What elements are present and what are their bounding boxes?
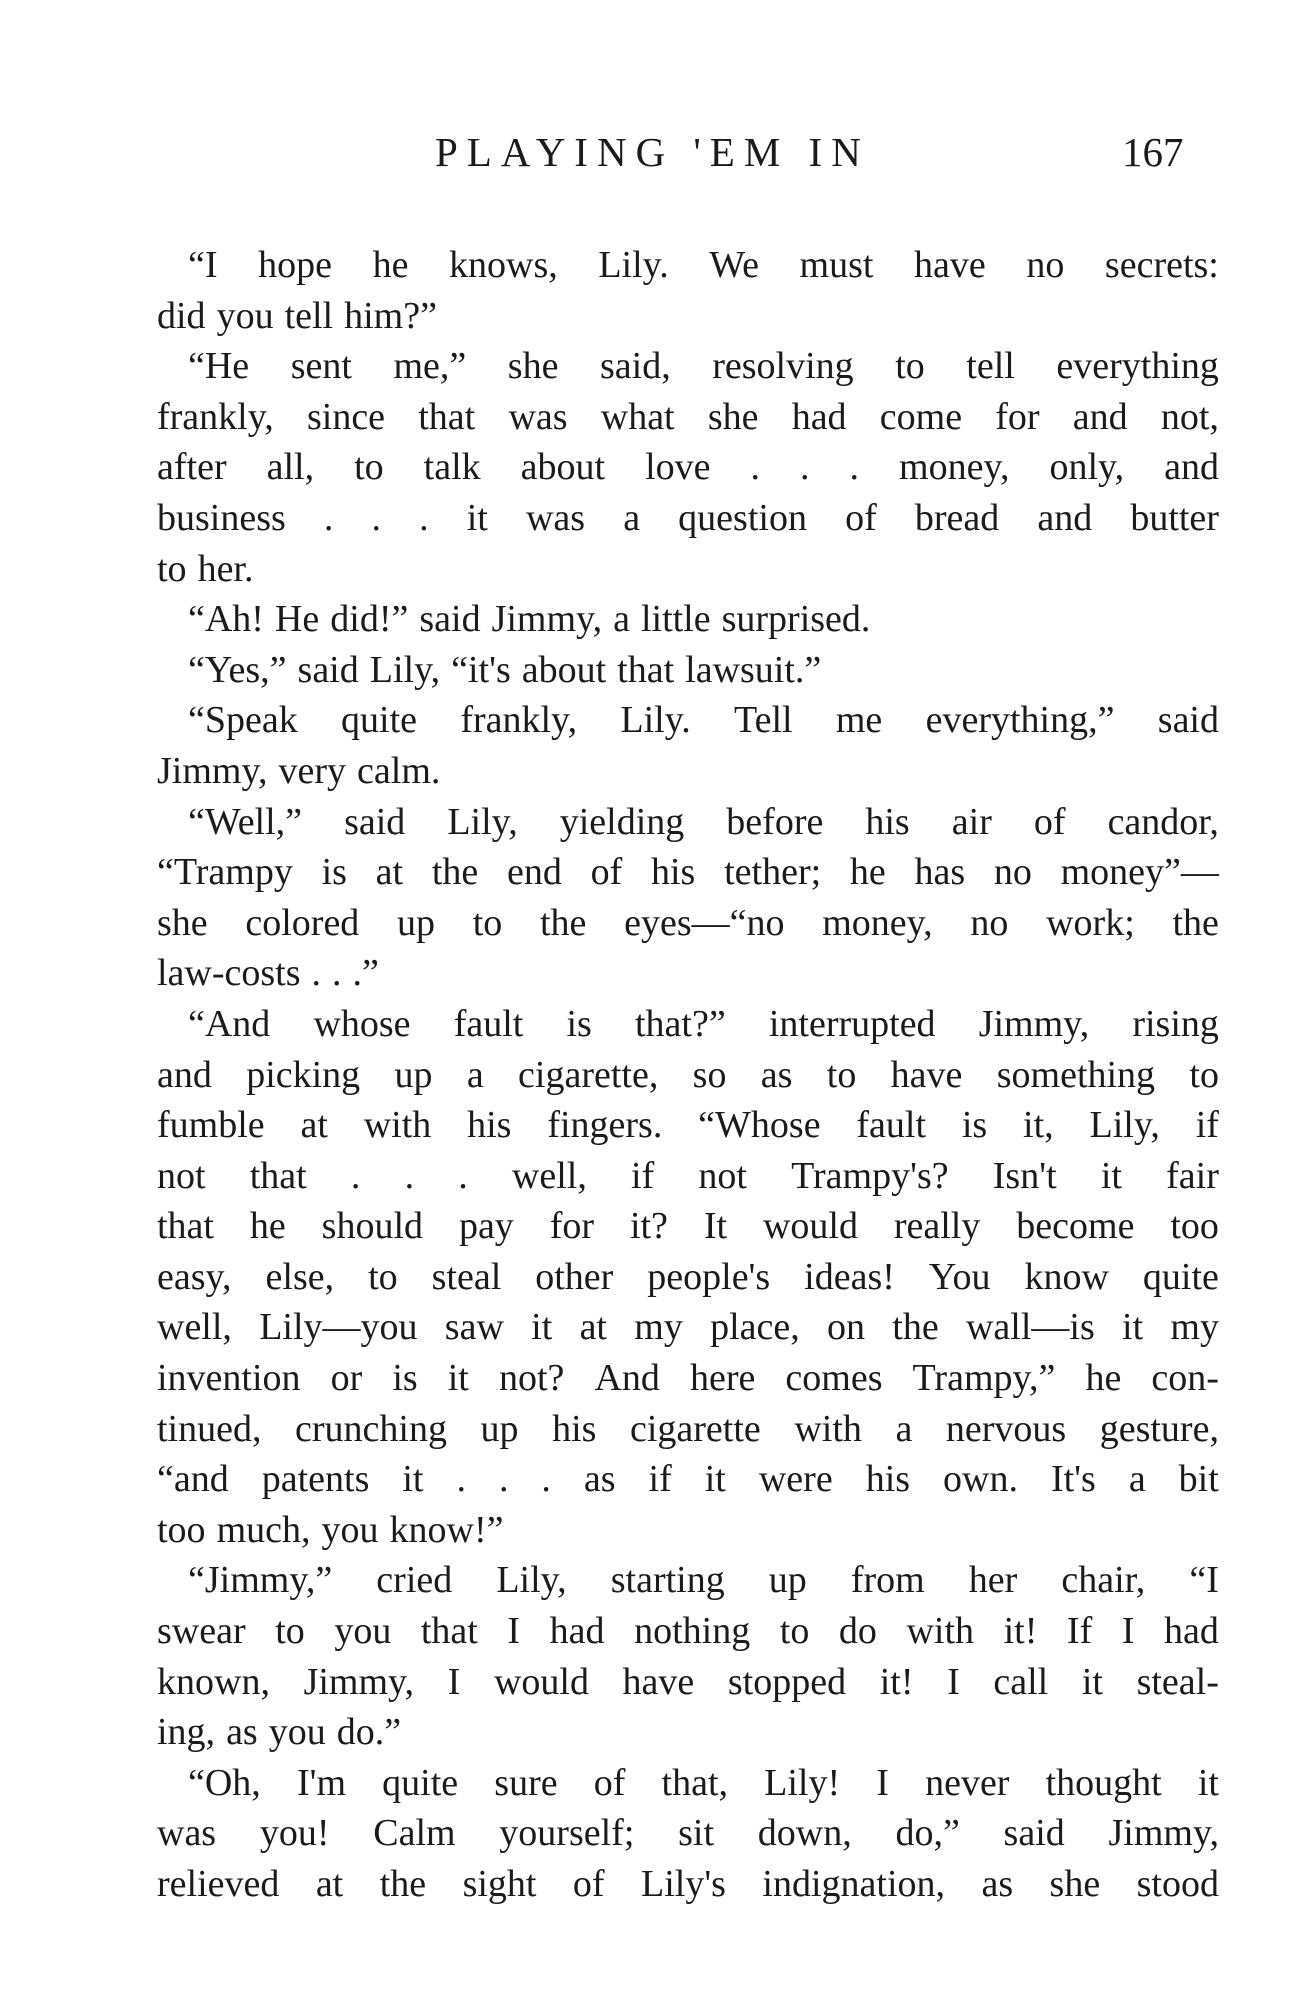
- text-line: business . . . it was a question of bread and butter: [157, 496, 1219, 539]
- text-line: too much, you know!”: [157, 1508, 504, 1551]
- text-line: to her.: [157, 547, 254, 590]
- text-line: was you! Calm yourself; sit down, do,” said Jimmy,: [157, 1812, 1219, 1855]
- text-line: swear to you that I had nothing to do with it! If I had: [157, 1610, 1219, 1653]
- page-number: 167: [1122, 129, 1184, 175]
- text-line: not that . . . well, if not Trampy's? Isn't it fair: [157, 1154, 1219, 1197]
- text-line: “I hope he knows, Lily. We must have no secrets:: [188, 244, 1219, 286]
- text-line: known, Jimmy, I would have stopped it! I call it steal-: [157, 1660, 1219, 1703]
- text-line: “Speak quite frankly, Lily. Tell me everything,” said: [188, 699, 1219, 742]
- text-line: ing, as you do.”: [157, 1711, 402, 1754]
- text-line: law-costs . . .”: [157, 952, 379, 995]
- text-line: she colored up to the eyes—“no money, no work; the: [157, 901, 1219, 944]
- text-line: well, Lily—you saw it at my place, on the wall—is it my: [157, 1306, 1219, 1349]
- text-line: fumble at with his fingers. “Whose fault is it, Lily, if: [157, 1104, 1219, 1147]
- text-line: and picking up a cigarette, so as to have something to: [157, 1053, 1219, 1096]
- text-line: “Jimmy,” cried Lily, starting up from her chair, “I: [188, 1559, 1219, 1602]
- text-line: “Yes,” said Lily, “it's about that lawsuit.”: [188, 648, 822, 691]
- text-line: “Oh, I'm quite sure of that, Lily! I never thought it: [188, 1761, 1219, 1804]
- text-line: frankly, since that was what she had come for and not,: [157, 395, 1219, 438]
- text-line: “and patents it . . . as if it were his own. It's a bit: [157, 1458, 1219, 1501]
- body-text: [157, 240, 1219, 1910]
- text-line: “He sent me,” she said, resolving to tell everything: [188, 345, 1219, 388]
- text-line: “Ah! He did!” said Jimmy, a little surprised.: [188, 598, 871, 641]
- text-line: “And whose fault is that?” interrupted Jimmy, rising: [188, 1002, 1219, 1045]
- text-line: after all, to talk about love . . . money, only, and: [157, 446, 1219, 489]
- text-line: easy, else, to steal other people's ideas! You know quite: [157, 1255, 1219, 1298]
- text-line: tinued, crunching up his cigarette with a nervous gesture,: [157, 1407, 1219, 1450]
- text-line: that he should pay for it? It would really become too: [157, 1205, 1219, 1248]
- text-line: “Trampy is at the end of his tether; he has no money”—: [157, 851, 1219, 894]
- running-head: PLAYING 'EM IN: [435, 129, 870, 175]
- text-line: “Well,” said Lily, yielding before his air of candor,: [188, 800, 1219, 843]
- text-line: invention or is it not? And here comes Trampy,” he con-: [157, 1357, 1219, 1400]
- text-line: Jimmy, very calm.: [157, 749, 441, 792]
- text-line: relieved at the sight of Lily's indignation, as she stood: [157, 1863, 1219, 1905]
- text-line: did you tell him?”: [157, 294, 437, 337]
